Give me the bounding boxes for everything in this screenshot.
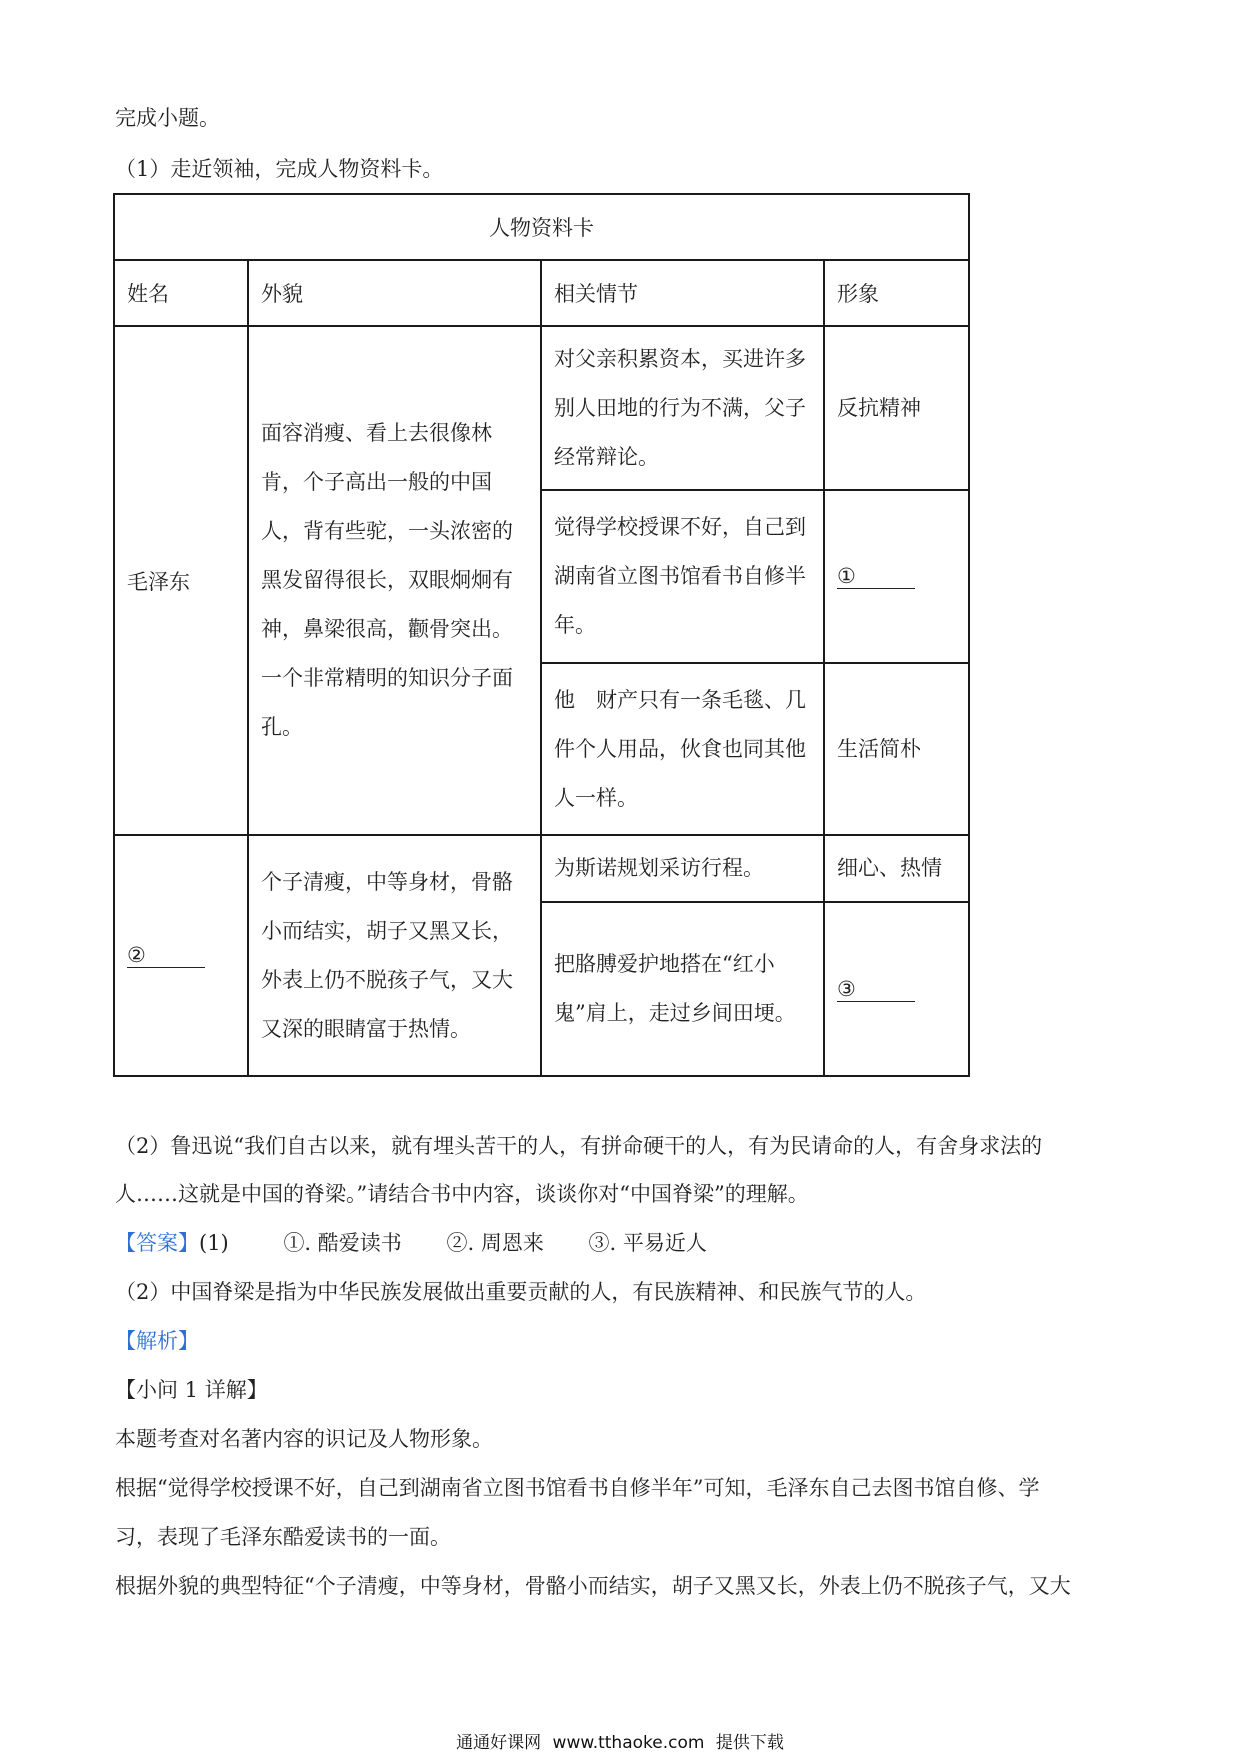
footer-site: 通通好课网 — [456, 1733, 542, 1753]
explain-line: 根据“觉得学校授课不好，自己到湖南省立图书馆看书自修半年”可知，毛泽东自己去图书馆自修、学 — [115, 1476, 1040, 1500]
answer-tag: 【答案】 — [115, 1231, 199, 1255]
answer-line — [115, 1229, 707, 1257]
blank-number: ① — [837, 564, 856, 588]
answer-item: ③. 平易近人 — [588, 1231, 707, 1255]
answer-item: ②. 周恩来 — [446, 1231, 544, 1255]
header-name: 姓名 — [114, 260, 248, 326]
plot-cell: 觉得学校授课不好，自己到湖南省立图书馆看书自修半年。 — [541, 490, 824, 663]
appearance-mao: 面容消瘦、看上去很像林肯，个子高出一般的中国人，背有些驼，一头浓密的黑发留得很长，双眼炯炯有神，鼻梁很高，颧骨突出。一个非常精明的知识分子面孔。 — [248, 326, 541, 835]
explain-line: 习，表现了毛泽东酷爱读书的一面。 — [115, 1525, 451, 1549]
header-appearance: 外貌 — [248, 260, 541, 326]
footer-url[interactable]: www.tthaoke.com — [552, 1733, 705, 1753]
image-blank-3 — [824, 902, 969, 1076]
blank-number: ③ — [837, 976, 856, 1001]
plot-cell: 他 财产只有一条毛毯、几件个人用品，伙食也同其他人一样。 — [541, 663, 824, 835]
image-cell: 细心、热情 — [824, 835, 969, 902]
name-mao: 毛泽东 — [114, 326, 248, 835]
image-cell: 生活简朴 — [824, 663, 969, 835]
question-1: （1）走近领袖，完成人物资料卡。 — [115, 157, 444, 181]
name-blank-2 — [114, 835, 248, 1076]
image-blank-1 — [824, 490, 969, 663]
plot-cell: 对父亲积累资本，买进许多别人田地的行为不满，父子经常辩论。 — [541, 326, 824, 490]
blank-number: ② — [127, 943, 146, 967]
answer-item: ①. 酷爱读书 — [283, 1231, 402, 1255]
explain-line: 根据外貌的典型特征“个子清瘦，中等身材，骨骼小而结实，胡子又黑又长，外表上仍不脱孩子气，又大 — [115, 1574, 1071, 1598]
intro-text: 完成小题。 — [115, 106, 220, 130]
plot-cell: 为斯诺规划采访行程。 — [541, 835, 824, 902]
answer-prefix: (1) — [199, 1231, 229, 1255]
header-plot: 相关情节 — [541, 260, 824, 326]
plot-cell: 把胳膊爱护地搭在“红小鬼”肩上，走过乡间田埂。 — [541, 902, 824, 1076]
explain-line: 本题考查对名著内容的识记及人物形象。 — [115, 1427, 493, 1451]
card-title: 人物资料卡 — [114, 194, 969, 260]
footer-suffix: 提供下载 — [715, 1733, 784, 1753]
page-footer — [0, 1728, 1240, 1753]
analysis-tag: 【解析】 — [115, 1329, 199, 1353]
character-profile-card — [113, 193, 970, 1077]
image-cell: 反抗精神 — [824, 326, 969, 490]
answer-part-2: （2）中国脊梁是指为中华民族发展做出重要贡献的人，有民族精神、和民族气节的人。 — [115, 1280, 927, 1304]
header-image: 形象 — [824, 260, 969, 326]
appearance-zhou: 个子清瘦，中等身材，骨骼小而结实，胡子又黑又长，外表上仍不脱孩子气，又大又深的眼睛富于热情。 — [248, 835, 541, 1076]
question-2-line-1: （2）鲁迅说“我们自古以来，就有埋头苦干的人，有拼命硬干的人，有为民请命的人，有舍身求法的 — [115, 1134, 1043, 1158]
sub-question-tag: 【小问 1 详解】 — [115, 1378, 268, 1402]
question-2-line-2: 人……这就是中国的脊梁。”请结合书中内容，谈谈你对“中国脊梁”的理解。 — [115, 1182, 809, 1206]
